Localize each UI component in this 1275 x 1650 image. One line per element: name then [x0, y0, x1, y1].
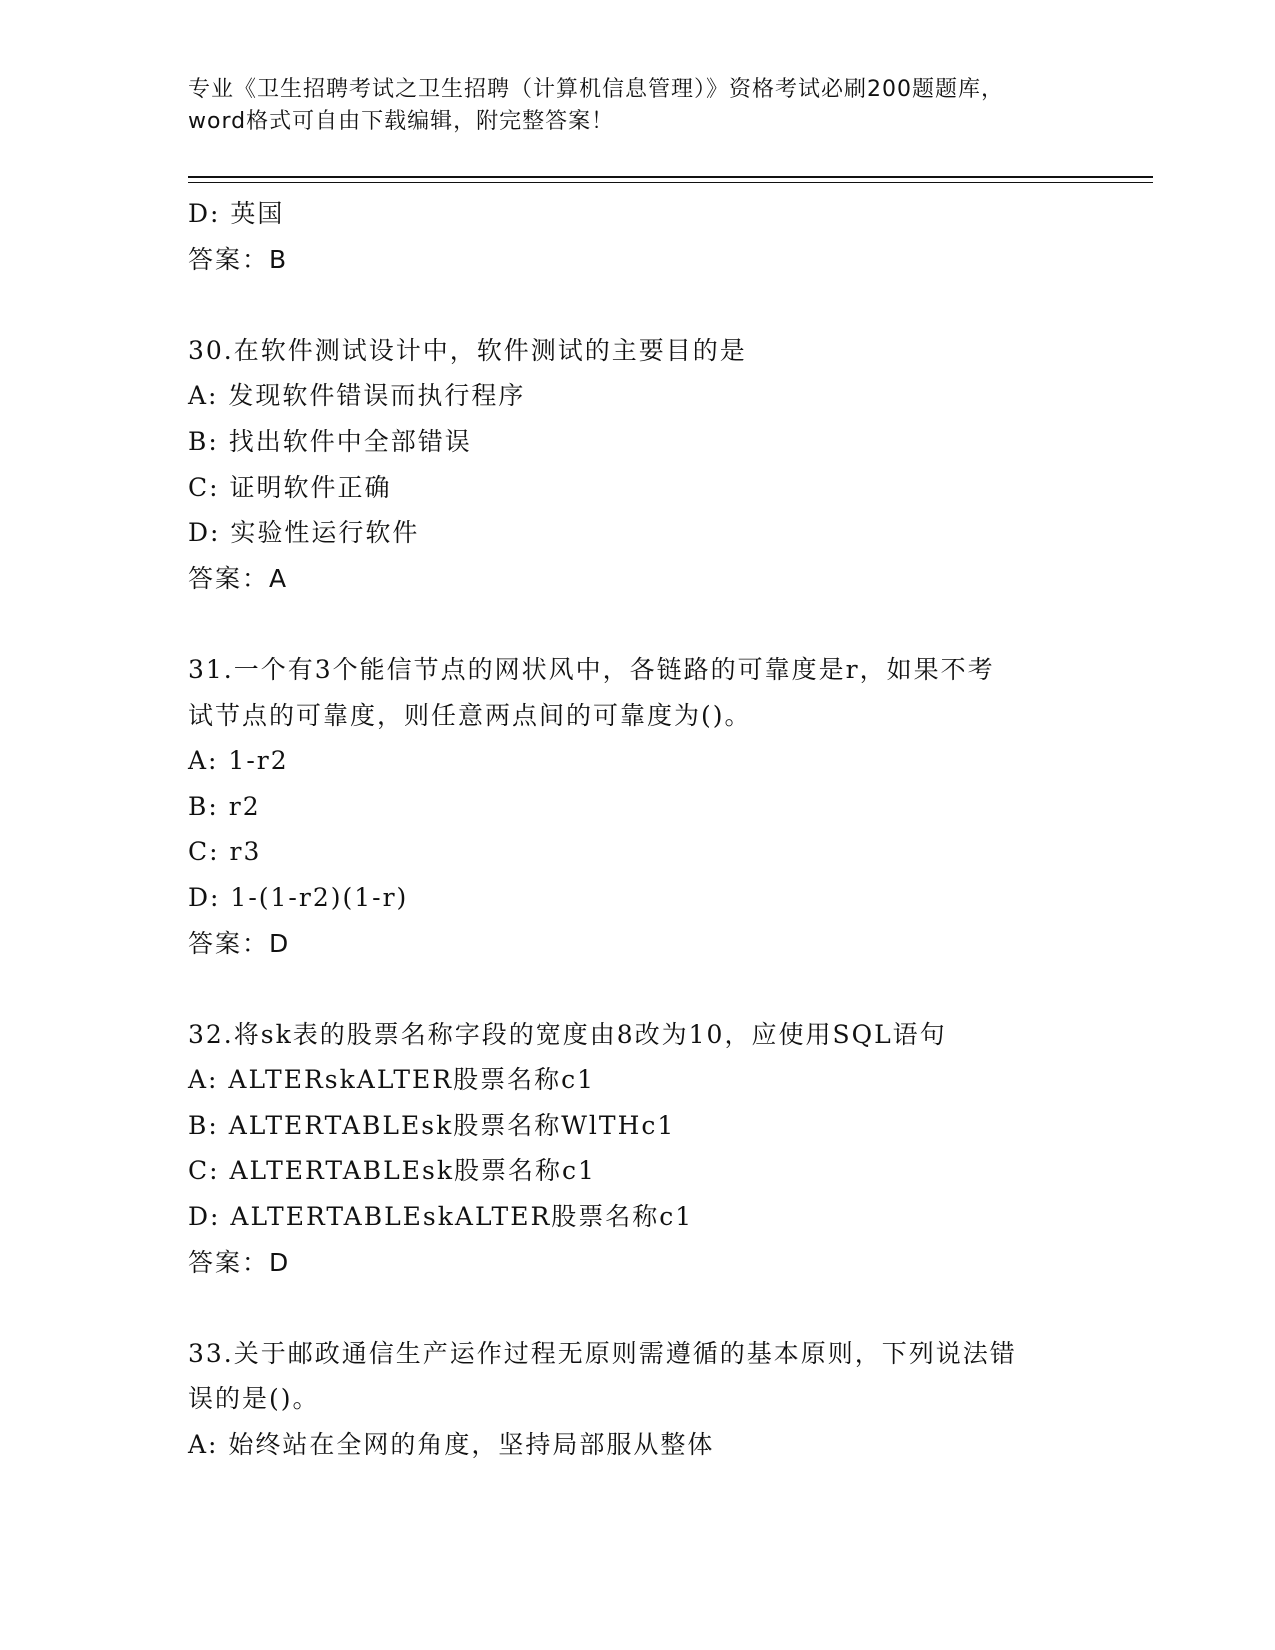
question-block-33 [188, 1331, 1088, 1468]
spacer [188, 601, 1088, 647]
option-a: A: ALTERskALTER股票名称c1 [188, 1065, 596, 1095]
question-stem: 31.一个有3个能信节点的网状风中，各链路的可靠度是r，如果不考 [188, 654, 995, 684]
question-list [188, 191, 1088, 1468]
option-a: A: 发现软件错误而执行程序 [188, 381, 526, 411]
spacer [188, 282, 1088, 328]
question-stem-continued: 误的是()。 [188, 1384, 320, 1414]
question-stem: 33.关于邮政通信生产运作过程无原则需遵循的基本原则，下列说法错 [188, 1338, 1017, 1368]
question-stem-continued: 试节点的可靠度，则任意两点间的可靠度为()。 [188, 700, 752, 730]
question-block-29 [188, 191, 1088, 282]
question-block-32 [188, 1012, 1088, 1286]
header-divider-thick [188, 176, 1153, 178]
header-line-2: word格式可自由下载编辑，附完整答案！ [188, 109, 615, 134]
question-stem: 30.在软件测试设计中，软件测试的主要目的是 [188, 335, 747, 365]
option-b: B: ALTERTABLEsk股票名称WlTHc1 [188, 1110, 676, 1140]
option-c: C: r3 [188, 837, 262, 867]
question-stem: 32.将sk表的股票名称字段的宽度由8改为10，应使用SQL语句 [188, 1019, 947, 1049]
question-block-31 [188, 647, 1088, 966]
spacer [188, 966, 1088, 1012]
answer-label: 答案：D [188, 928, 291, 958]
option-b: B: 找出软件中全部错误 [188, 426, 472, 456]
option-b: B: r2 [188, 791, 261, 821]
option-c: C: ALTERTABLEsk股票名称c1 [188, 1156, 596, 1186]
answer-label: 答案：D [188, 1247, 291, 1277]
header-line-1: 专业《卫生招聘考试之卫生招聘（计算机信息管理）》资格考试必刷200题题库， [188, 77, 1004, 102]
document-header [188, 74, 1088, 138]
question-block-30 [188, 328, 1088, 602]
header-divider-thin [188, 182, 1153, 183]
option-d: D: 1-(1-r2)(1-r) [188, 882, 409, 912]
answer-label: 答案：B [188, 244, 289, 274]
option-a: A: 1-r2 [188, 746, 289, 776]
option-d: D: 英国 [188, 199, 285, 228]
option-d: D: ALTERTABLEskALTER股票名称c1 [188, 1202, 694, 1232]
spacer [188, 1285, 1088, 1331]
option-d: D: 实验性运行软件 [188, 518, 420, 548]
option-c: C: 证明软件正确 [188, 472, 392, 502]
option-a: A: 始终站在全网的角度，坚持局部服从整体 [188, 1430, 715, 1460]
answer-label: 答案：A [188, 563, 289, 593]
